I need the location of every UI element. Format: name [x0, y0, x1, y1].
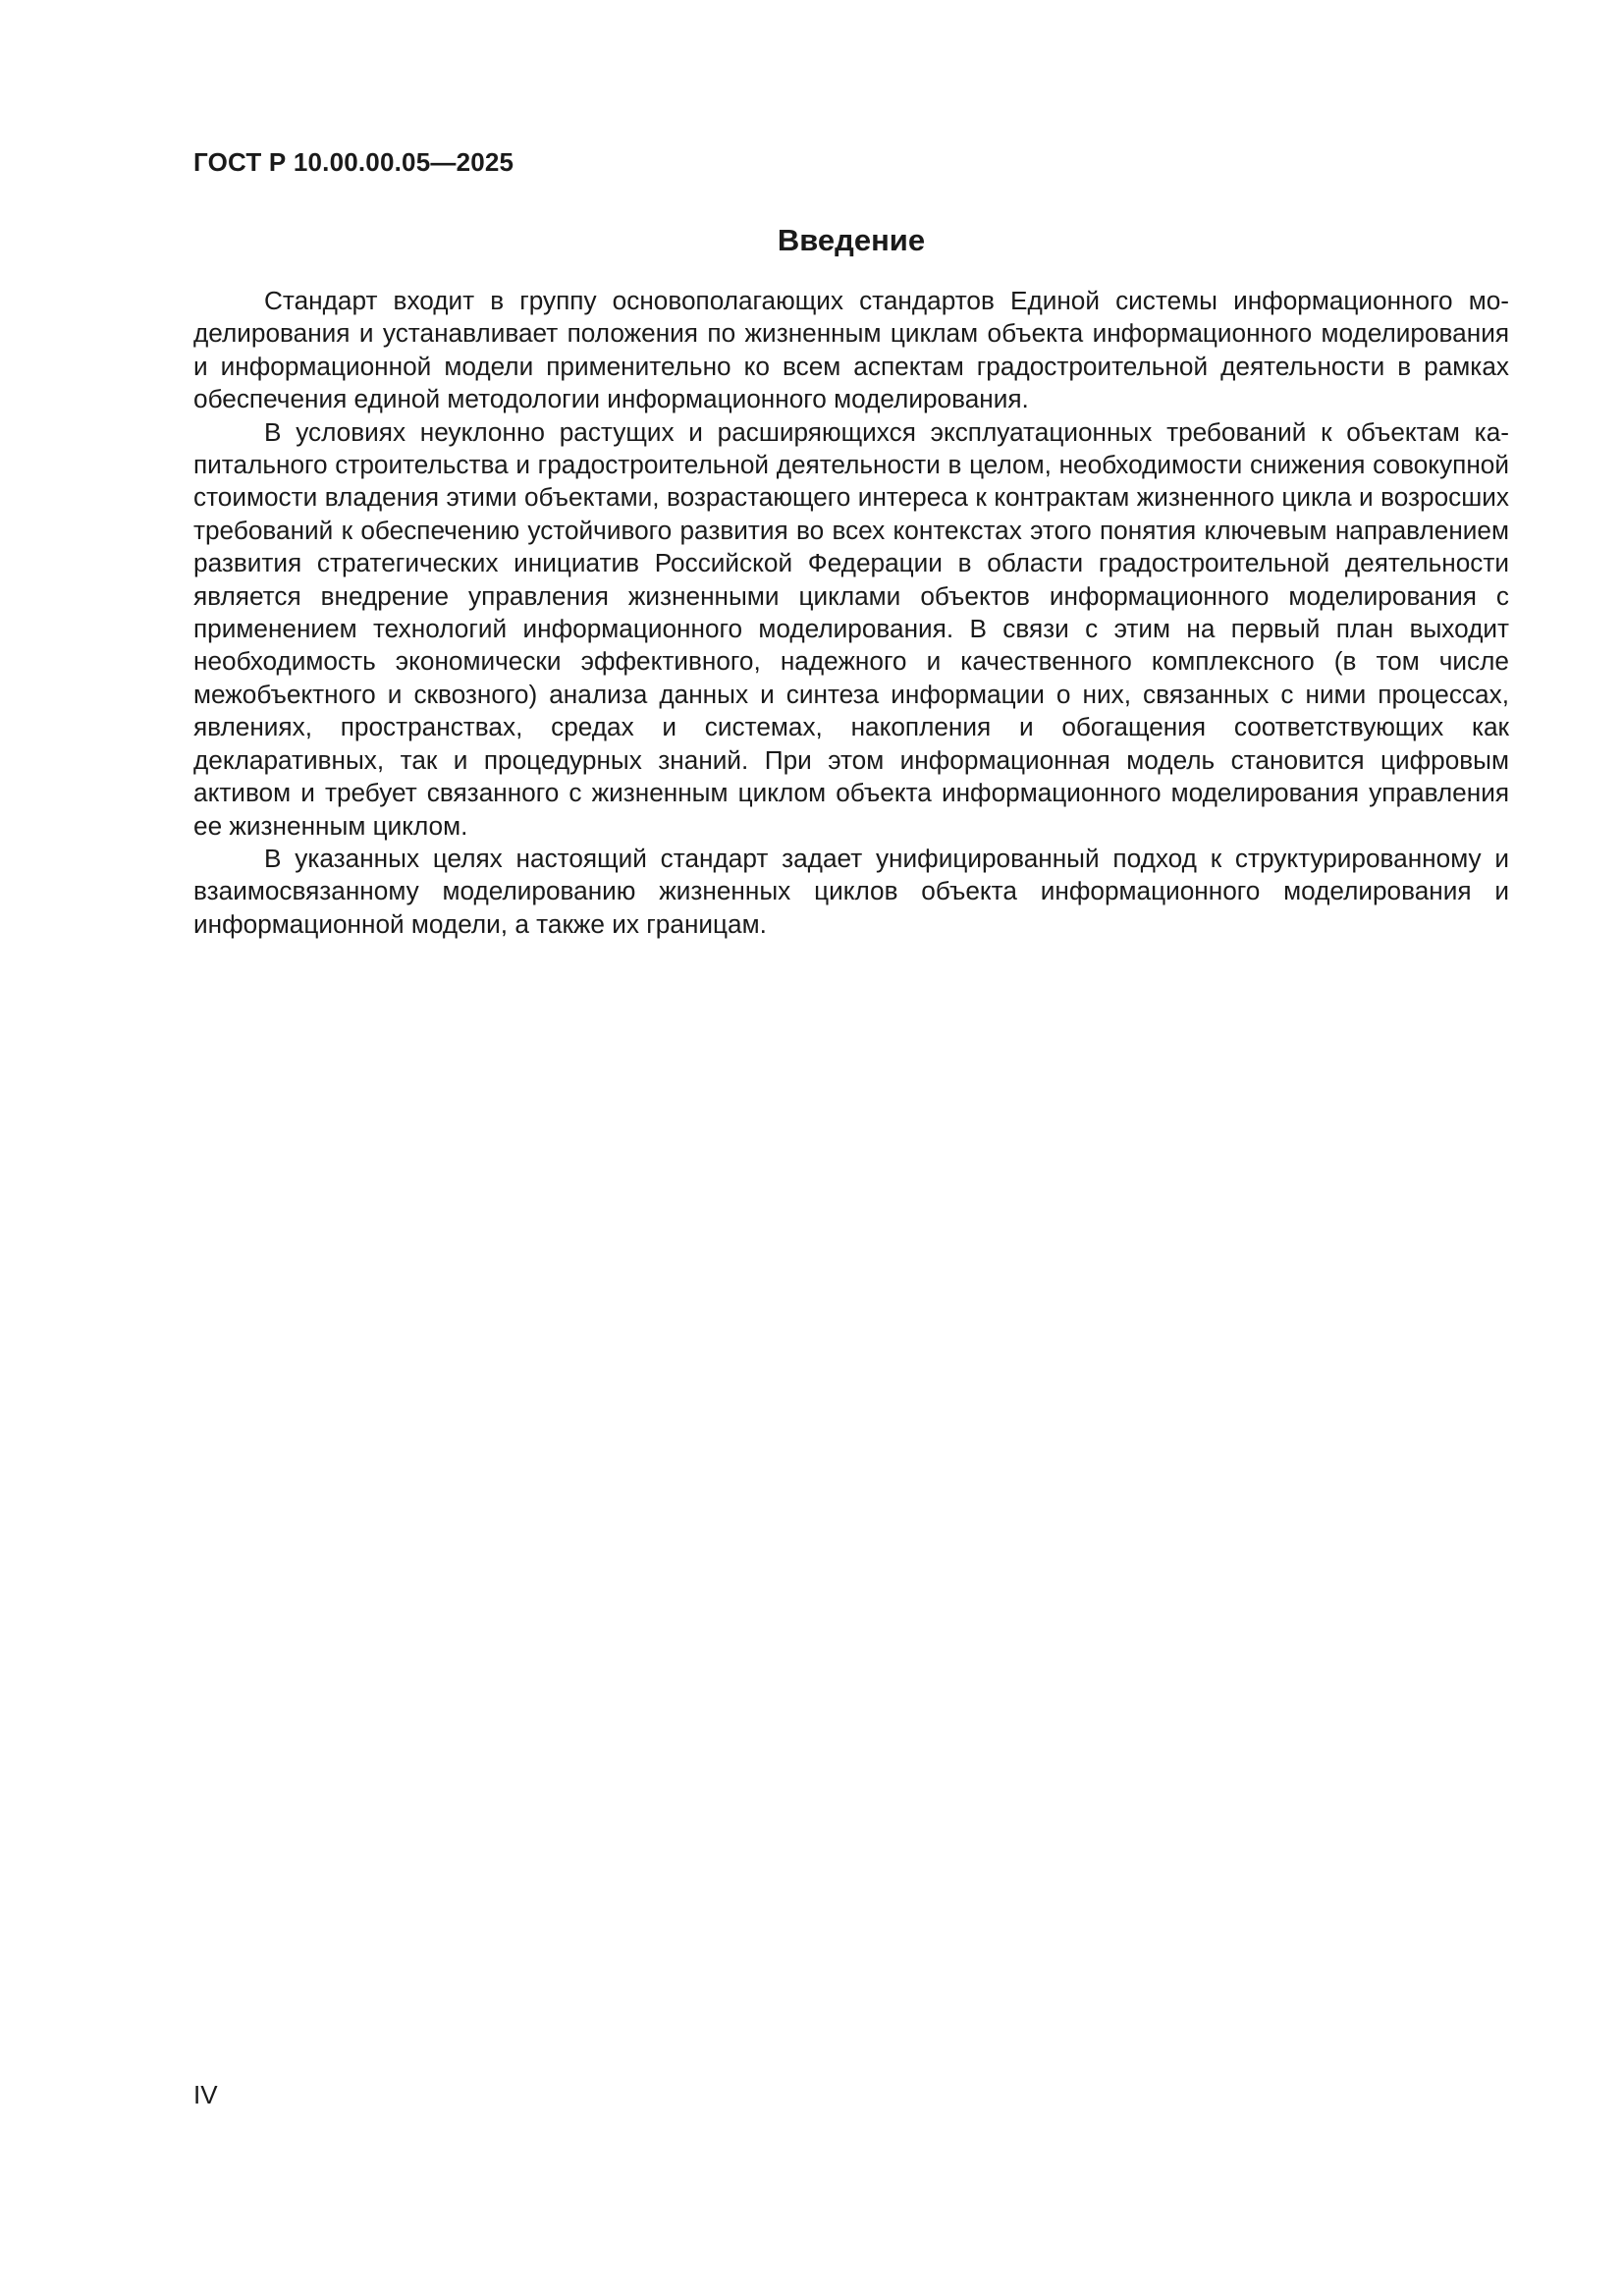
paragraph-3: В указанных целях настоящий стандарт задает унифицированный подход к структурированному и взаимосвязанному моделированию жизненных циклов объекта информационного моделирования и информационной модели, а также их границам. [193, 843, 1509, 939]
section-body [193, 285, 1509, 941]
document-code: ГОСТ Р 10.00.00.05—2025 [193, 147, 514, 177]
section-title: Введение [777, 223, 926, 257]
paragraph-2: В условиях неуклонно растущих и расширяющихся эксплуатационных требований к объектам капитального строительства и градостроительной деятельности в целом, необходимости снижения совокупной стоимости владения этими объектами, возрастающего интереса к контрактам жизненного цикла и возросших требований к обеспечению устойчивого развития во всех контекстах этого понятия ключевым направлением развития стратегических инициатив Российской Федерации в области градостроительной деятельности является внедрение управления жизненными циклами объектов информационного моделирования с применением технологий информационного моделирования. В связи с этим на первый план выходит необходимость экономически эффективного, надежного и качественного комплексного (в том числе межобъектного и сквозного) анализа данных и синтеза информации о них, связанных с ними процессах, явлениях, пространствах, средах и системах, накопления и обогащения соответствующих как декларативных, так и процедурных знаний. При этом информационная модель становится цифровым активом и требует связанного с жизненным циклом объекта информационного моделирования управления ее жизненным циклом. [193, 416, 1509, 841]
paragraph-1: Стандарт входит в группу основополагающих стандартов Единой системы информационного моделирования и устанавливает положения по жизненным циклам объекта информационного моделирования и информационной модели применительно ко всем аспектам градостроительной деятельности в рамках обеспечения единой методологии информационного моделирования. [193, 286, 1509, 414]
page-number: IV [193, 2080, 218, 2109]
